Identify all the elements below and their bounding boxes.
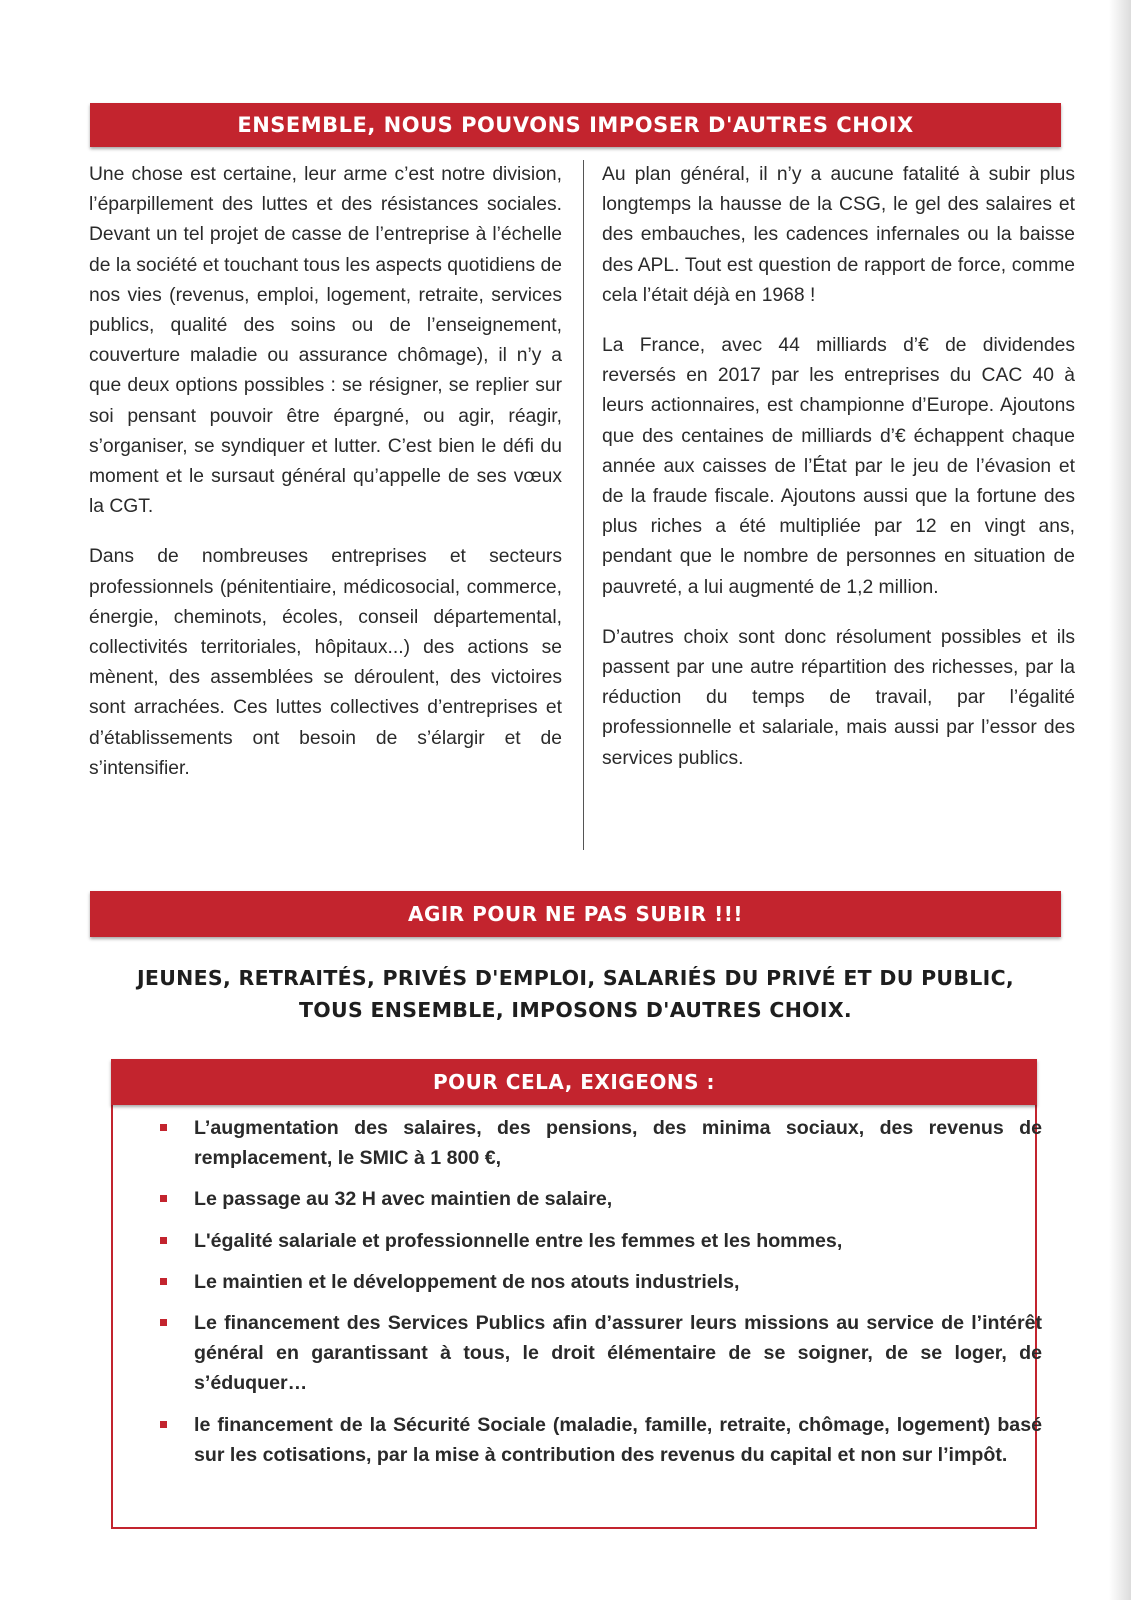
paragraph: Dans de nombreuses entreprises et secteurs professionnels (pénitentiaire, médicosocial, commerce, énergie, cheminots, écoles, conseil départemental, collectivités territoriales, hôpitaux...) des actions se mènent, des assemblées se déroulent, des victoires sont arrachées. Ces luttes collectives d’entreprises et d’établissements ont besoin de s’élargir et de s’intensifier. (89, 546, 562, 779)
bullet-icon (160, 1421, 167, 1428)
paragraph: Une chose est certaine, leur arme c’est notre division, l’éparpillement des luttes et des résistances sociales. Devant un tel projet de casse de l’entreprise à l’échelle de la société et touchant tous les aspects quotidiens de nos vies (revenus, emploi, logement, retraite, services publics, qualité des soins ou de l’enseignement, couverture maladie ou assurance chômage), il n’y a que deux options possibles : se résigner, se replier sur soi pensant pouvoir être épargné, ou agir, réagir, s’organiser, se syndiquer et lutter. C’est bien le défi du moment et le sursaut général qu’appelle de ses vœux la CGT. (89, 164, 562, 518)
action-banner: AGIR POUR NE PAS SUBIR !!! (90, 891, 1061, 937)
list-item (150, 1308, 1042, 1399)
paragraph: Au plan général, il n’y a aucune fatalité à subir plus longtemps la hausse de la CSG, le gel des salaires et des embauches, les cadences infernales ou la baisse des APL. Tout est question de rapport de force, comme cela l’était déjà en 1968 ! (602, 164, 1075, 306)
bullet-icon (160, 1319, 167, 1326)
slogan-line: JEUNES, RETRAITÉS, PRIVÉS D'EMPLOI, SALARIÉS DU PRIVÉ ET DU PUBLIC, (136, 966, 1015, 990)
demand-text: Le financement des Services Publics afin d’assurer leurs missions au service de l’intérêt général en garantissant à tous, le droit élémentaire de se soigner, de se loger, de s’éduquer… (194, 1312, 1042, 1395)
demand-text: le financement de la Sécurité Sociale (maladie, famille, retraite, chômage, logement) basé sur les cotisations, par la mise à contribution des revenus du capital et non sur l’impôt. (194, 1413, 1042, 1466)
list-item (150, 1184, 1042, 1214)
demands-title-banner: POUR CELA, EXIGEONS : (111, 1059, 1037, 1105)
slogan (90, 962, 1061, 1026)
list-item (150, 1410, 1042, 1470)
bullet-icon (160, 1195, 167, 1202)
paragraph: La France, avec 44 milliards d’€ de dividendes reversés en 2017 par les entreprises du CAC 40 à leurs actionnaires, est championne d’Europe. Ajoutons que des centaines de milliards d’€ échappent chaque année aux caisses de l’État par le jeu de l’évasion et de la fraude fiscale. Ajoutons aussi que la fortune des plus riches a été multipliée par 12 en vingt ans, pendant que le nombre de personnes en situation de pauvreté, a lui augmenté de 1,2 million. (602, 335, 1075, 598)
section-title-banner: ENSEMBLE, NOUS POUVONS IMPOSER D'AUTRES CHOIX (90, 103, 1061, 147)
demand-text: L’augmentation des salaires, des pensions, des minima sociaux, des revenus de remplacement, le SMIC à 1 800 €, (194, 1117, 1042, 1170)
bullet-icon (160, 1237, 167, 1244)
paragraph: D’autres choix sont donc résolument possibles et ils passent par une autre répartition des richesses, par la réduction du temps de travail, par l’égalité professionnelle et salariale, mais aussi par l’essor des services publics. (602, 626, 1075, 769)
left-column (89, 160, 562, 804)
page-edge-shadow (1109, 0, 1131, 1600)
demand-text: L'égalité salariale et professionnelle entre les femmes et les hommes, (194, 1229, 843, 1252)
right-column (602, 160, 1075, 794)
column-divider (583, 160, 584, 850)
bullet-icon (160, 1124, 167, 1131)
bullet-icon (160, 1278, 167, 1285)
demand-text: Le maintien et le développement de nos atouts industriels, (194, 1270, 740, 1293)
demands-list (150, 1113, 1042, 1481)
demand-text: Le passage au 32 H avec maintien de salaire, (194, 1188, 613, 1211)
list-item (150, 1113, 1042, 1173)
list-item (150, 1226, 1042, 1256)
slogan-line: TOUS ENSEMBLE, IMPOSONS D'AUTRES CHOIX. (298, 998, 853, 1022)
list-item (150, 1267, 1042, 1297)
